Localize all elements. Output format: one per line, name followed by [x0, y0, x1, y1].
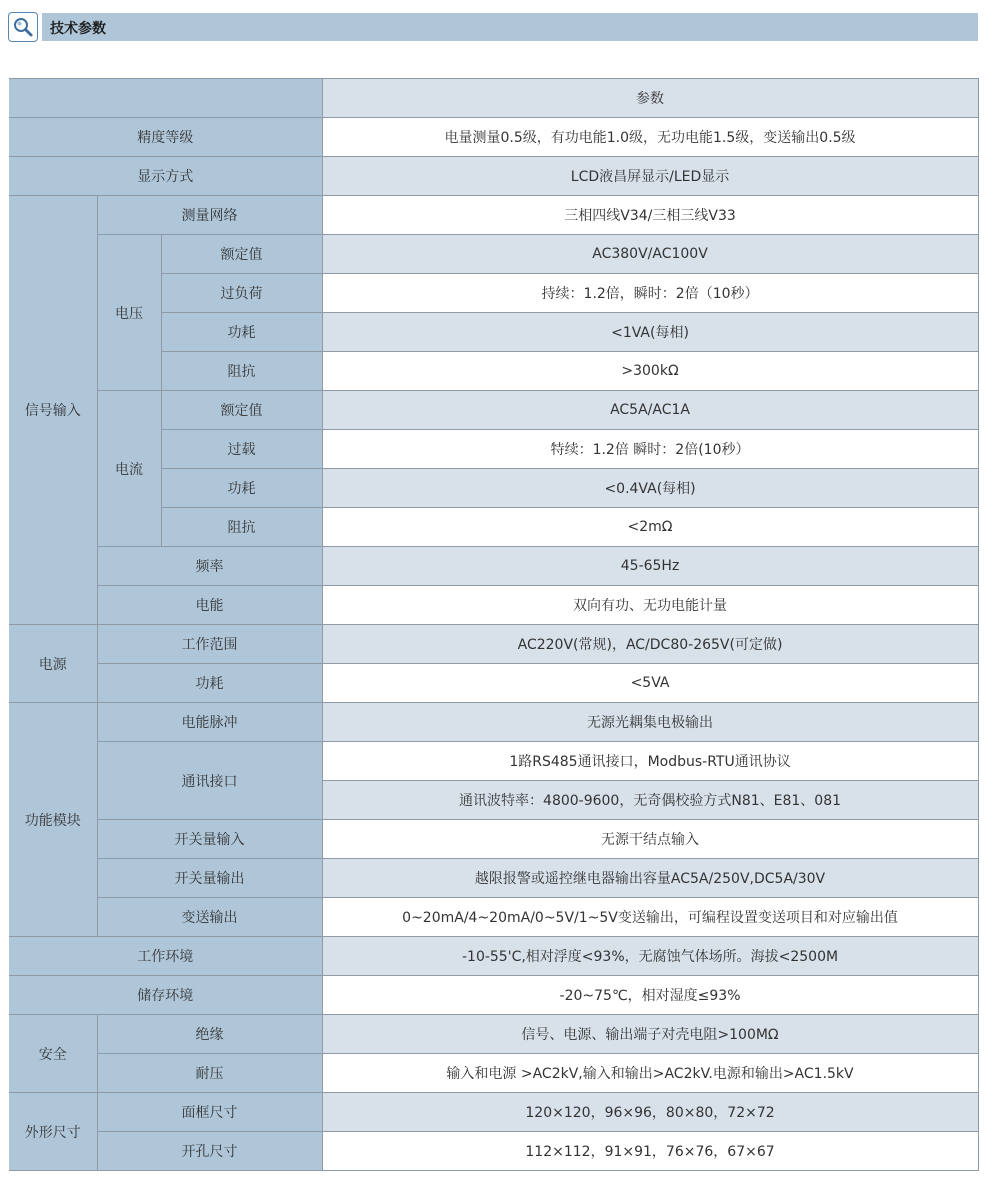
switch-out-value: 越限报警或遥控继电器输出容量AC5A/250V,DC5A/30V	[322, 859, 978, 898]
section-title: 技术参数	[50, 21, 106, 37]
current-label: 电流	[97, 391, 161, 547]
supply-consumption-value: <5VA	[322, 664, 978, 703]
safety-label: 安全	[9, 1015, 97, 1093]
current-impedance-label: 阻抗	[161, 508, 322, 547]
work-env-value: -10-55'C,相对浮度<93%，无腐蚀气体场所。海拔<2500M	[322, 937, 978, 976]
magnifier-icon	[8, 12, 38, 42]
voltage-overload-value: 持续：1.2倍，瞬时：2倍（10秒）	[322, 274, 978, 313]
power-supply-label: 电源	[9, 625, 97, 703]
function-module-label: 功能模块	[9, 703, 97, 937]
table-row	[9, 391, 978, 430]
table-row	[9, 196, 978, 235]
current-power-label: 功耗	[161, 469, 322, 508]
panel-size-value: 120×120，96×96，80×80，72×72	[322, 1093, 978, 1132]
pulse-label: 电能脉冲	[97, 703, 322, 742]
header-value-cell: 参数	[322, 79, 978, 118]
table-row	[9, 118, 978, 157]
current-overload-label: 过载	[161, 430, 322, 469]
voltage-rated-value: AC380V/AC100V	[322, 235, 978, 274]
table-row	[9, 742, 978, 781]
frequency-label: 频率	[97, 547, 322, 586]
current-impedance-value: <2mΩ	[322, 508, 978, 547]
energy-value: 双向有功、无功电能计量	[322, 586, 978, 625]
display-label: 显示方式	[9, 157, 322, 196]
table-row	[9, 898, 978, 937]
table-row	[9, 1132, 978, 1171]
table-row	[9, 1015, 978, 1054]
comm-value-1: 1路RS485通讯接口，Modbus-RTU通讯协议	[322, 742, 978, 781]
section-header	[8, 12, 978, 42]
voltage-impedance-label: 阻抗	[161, 352, 322, 391]
section-title-bar	[42, 13, 978, 41]
switch-in-label: 开关量输入	[97, 820, 322, 859]
current-rated-value: AC5A/AC1A	[322, 391, 978, 430]
insulation-label: 绝缘	[97, 1015, 322, 1054]
network-value: 三相四线V34/三相三线V33	[322, 196, 978, 235]
current-overload-value: 特续：1.2倍 瞬时：2倍(10秒）	[322, 430, 978, 469]
frequency-value: 45-65Hz	[322, 547, 978, 586]
withstand-label: 耐压	[97, 1054, 322, 1093]
cutout-size-label: 开孔尺寸	[97, 1132, 322, 1171]
voltage-rated-label: 额定值	[161, 235, 322, 274]
voltage-impedance-value: >300kΩ	[322, 352, 978, 391]
table-row	[9, 703, 978, 742]
transmit-label: 变送输出	[97, 898, 322, 937]
spec-table	[9, 78, 979, 1171]
comm-label: 通讯接口	[97, 742, 322, 820]
table-row	[9, 157, 978, 196]
switch-in-value: 无源干结点输入	[322, 820, 978, 859]
current-rated-label: 额定值	[161, 391, 322, 430]
current-power-value: <0.4VA(每相)	[322, 469, 978, 508]
table-row	[9, 820, 978, 859]
voltage-label: 电压	[97, 235, 161, 391]
table-row	[9, 976, 978, 1015]
table-row	[9, 859, 978, 898]
pulse-value: 无源光耦集电极输出	[322, 703, 978, 742]
display-value: LCD液昌屏显示/LED显示	[322, 157, 978, 196]
voltage-power-label: 功耗	[161, 313, 322, 352]
transmit-value: 0~20mA/4~20mA/0~5V/1~5V变送输出，可编程设置变送项目和对应输出值	[322, 898, 978, 937]
dimensions-label: 外形尺寸	[9, 1093, 97, 1171]
withstand-value: 输入和电源 >AC2kV,输入和输出>AC2kV.电源和输出>AC1.5kV	[322, 1054, 978, 1093]
work-env-label: 工作环境	[9, 937, 322, 976]
precision-label: 精度等级	[9, 118, 322, 157]
table-row	[9, 586, 978, 625]
storage-env-label: 储存环境	[9, 976, 322, 1015]
table-row	[9, 664, 978, 703]
table-row	[9, 1054, 978, 1093]
voltage-power-value: <1VA(每相)	[322, 313, 978, 352]
header-label-cell	[9, 79, 322, 118]
energy-label: 电能	[97, 586, 322, 625]
table-row	[9, 625, 978, 664]
cutout-size-value: 112×112，91×91，76×76，67×67	[322, 1132, 978, 1171]
table-row	[9, 937, 978, 976]
table-row	[9, 235, 978, 274]
comm-value-2: 通讯波特率：4800-9600，无奇偶校验方式N81、E81、081	[322, 781, 978, 820]
voltage-overload-label: 过负荷	[161, 274, 322, 313]
supply-range-value: AC220V(常规)，AC/DC80-265V(可定做)	[322, 625, 978, 664]
supply-consumption-label: 功耗	[97, 664, 322, 703]
panel-size-label: 面框尺寸	[97, 1093, 322, 1132]
insulation-value: 信号、电源、输出端子对壳电阻>100MΩ	[322, 1015, 978, 1054]
table-row	[9, 547, 978, 586]
table-row	[9, 1093, 978, 1132]
storage-env-value: -20~75℃，相对湿度≤93%	[322, 976, 978, 1015]
supply-range-label: 工作范围	[97, 625, 322, 664]
precision-value: 电量测量0.5级，有功电能1.0级，无功电能1.5级，变送输出0.5级	[322, 118, 978, 157]
signal-input-label: 信号输入	[9, 196, 97, 625]
table-header-row	[9, 79, 978, 118]
network-label: 测量网络	[97, 196, 322, 235]
switch-out-label: 开关量输出	[97, 859, 322, 898]
